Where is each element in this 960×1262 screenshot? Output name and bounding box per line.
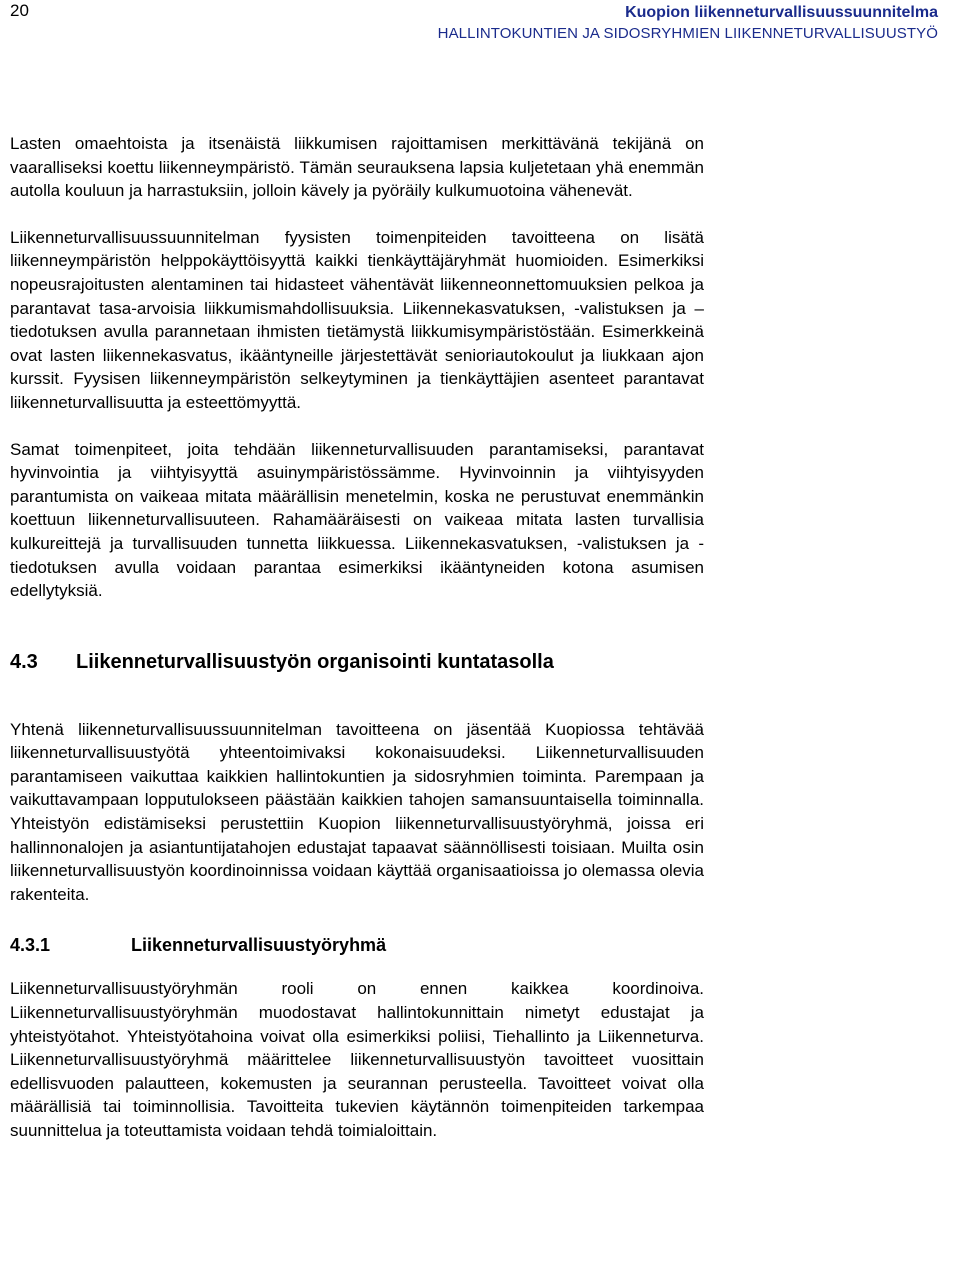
page-body — [10, 132, 704, 1143]
paragraph-5: Liikenneturvallisuustyöryhmän rooli on ennen kaikkea koordinoiva. Liikenneturvallisuustyöryhmän muodostavat hallintokunnittain nimetyt edustajat ja yhteistyötahot. Yhteistyötahoina voivat olla esimerkiksi poliisi, Tiehallinto ja Liikenneturva. Liikenneturvallisuustyöryhmä määrittelee liikenneturvallisuustyön tavoitteet vuosittain edellisvuoden palautteen, kokemusten ja seurannan perusteella. Tavoitteet voivat olla määrällisiä tai toiminnollisia. Tavoitteita tukevien käytännön toimenpiteiden tarkempaa suunnittelua ja toteuttamista voidaan tehdä toimialoittain. — [10, 979, 704, 1140]
running-header — [438, 2, 938, 44]
section-number: 4.3 — [10, 650, 38, 673]
paragraph-4: Yhtenä liikenneturvallisuussuunnitelman tavoitteena on jäsentää Kuopiossa tehtävää liikenneturvallisuustyötä yhteentoimivaksi kokonaisuudeksi. Liikenneturvallisuuden parantamiseen vaikuttaa kaikkien hallintokuntien ja sidosryhmien toiminta. Parempaan ja vaikuttavampaan lopputulokseen päästään kaikkien tahojen samansuuntaisella toiminnalla. Yhteistyön edistämiseksi perustettiin Kuopion liikenneturvallisuustyöryhmä, joissa eri hallinnonalojen ja asiantuntijatahojen edustajat tapaavat säännöllisesti toisiaan. Muilta osin liikenneturvallisuustyön koordinoinnissa voidaan käyttää organisaatioissa jo olemassa olevia rakenteita. — [10, 719, 704, 904]
paragraph-2: Liikenneturvallisuussuunnitelman fyysisten toimenpiteiden tavoitteena on lisätä liikenneympäristön helppokäyttöisyyttä kaikki tienkäyttäjäryhmät huomioiden. Esimerkiksi nopeusrajoitusten alentaminen tai hidasteet vähentävät liikenneonnettomuuksien pelkoa ja parantavat tasa-arvoisia liikkumismahdollisuuksia. Liikennekasvatuksen, -valistuksen ja –tiedotuksen avulla parannetaan ihmisten tietämystä liikkumisympäristöstään. Esimerkkeinä ovat lasten liikennekasvatus, ikääntyneille järjestettävät senioriautokoulut ja liukkaan ajon kurssit. Fyysisen liikenneympäristön selkeytyminen ja tienkäyttäjien asenteet parantavat liikenneturvallisuutta ja esteettömyyttä. — [10, 227, 704, 412]
document-title: Kuopion liikenneturvallisuussuunnitelma — [625, 4, 938, 21]
paragraph-3: Samat toimenpiteet, joita tehdään liikenneturvallisuuden parantamiseksi, parantavat hyvinvointia ja viihtyisyyttä asuinympäristössämme. Hyvinvoinnin ja viihtyisyyden parantumista on vaikeaa mitata määrällisin menetelmin, koska ne perustuvat enemmänkin koettuun liikenneturvallisuuteen. Rahamääräisesti on vaikeaa mitata lasten turvallisia kulkureittejä ja turvallisuuden tunnetta liikkuessa. Liikennekasvatuksen, -valistuksen ja -tiedotuksen avulla voidaan parantaa esimerkiksi ikääntyneiden kotona asumisen edellytyksiä. — [10, 439, 704, 601]
chapter-subtitle: HALLINTOKUNTIEN JA SIDOSRYHMIEN LIIKENNETURVALLISUUSTYÖ — [437, 25, 938, 42]
section-heading — [10, 650, 704, 674]
section-title: Liikenneturvallisuustyön organisointi kuntatasolla — [76, 650, 554, 673]
subsection-heading — [10, 934, 704, 956]
subsection-number: 4.3.1 — [10, 935, 51, 956]
subsection-title: Liikenneturvallisuustyöryhmä — [131, 935, 387, 956]
page-number: 20 — [10, 1, 29, 20]
paragraph-1: Lasten omaehtoista ja itsenäistä liikkumisen rajoittamisen merkittävänä tekijänä on vaaralliseksi koettu liikenneympäristö. Tämän seurauksena lapsia kuljetetaan yhä enemmän autolla kouluun ja harrastuksiin, jolloin kävely ja pyöräily kulkumuotoina vähenevät. — [10, 134, 704, 201]
